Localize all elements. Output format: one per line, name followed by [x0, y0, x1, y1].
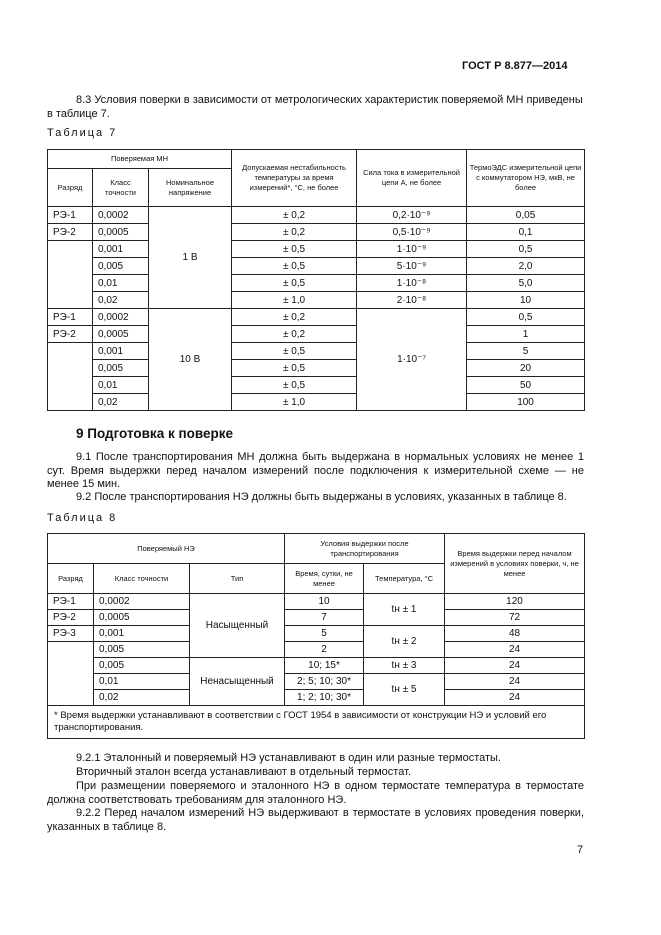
- t8-class: 0,005: [94, 642, 190, 658]
- t7-instab: ± 0,5: [232, 258, 357, 275]
- t7-rank: РЭ-2: [48, 224, 93, 241]
- para-9-2-1a: 9.2.1 Эталонный и поверяемый НЭ устанавливают в один или разные термостаты.: [76, 752, 501, 764]
- t7-class: 0,01: [93, 377, 149, 394]
- t7-emf: 20: [467, 360, 585, 377]
- t7-instab: ± 0,2: [232, 326, 357, 343]
- table-row: [48, 360, 585, 377]
- t7-rank: РЭ-2: [48, 326, 93, 343]
- t7-current: 5·10⁻⁹: [357, 258, 467, 275]
- t7-class: 0,0002: [93, 207, 149, 224]
- table-row: [48, 326, 585, 343]
- table-row: [48, 292, 585, 309]
- table-7: [47, 149, 585, 411]
- t8-header-days: Время, сутки, не менее: [285, 564, 364, 594]
- t7-header-instability: Допускаемая нестабильность температуры за время измерений*, °С, не более: [232, 150, 357, 207]
- table-row: [48, 309, 585, 326]
- t8-class: 0,001: [94, 626, 190, 642]
- t7-instab: ± 1,0: [232, 292, 357, 309]
- t8-hours: 48: [445, 626, 585, 642]
- t7-rank: [48, 343, 93, 411]
- standard-header: ГОСТ Р 8.877—2014: [462, 60, 568, 72]
- t7-rank: РЭ-1: [48, 309, 93, 326]
- t8-days: 10: [285, 594, 364, 610]
- para-9-2: 9.2 После транспортирования НЭ должны быть выдержаны в условиях, указанных в таблице 8.: [76, 491, 567, 503]
- table-row: [48, 207, 585, 224]
- t8-rank: [48, 642, 94, 706]
- t8-header-temp: Температура, °С: [364, 564, 445, 594]
- t7-class: 0,005: [93, 258, 149, 275]
- t7-class: 0,005: [93, 360, 149, 377]
- t8-days: 7: [285, 610, 364, 626]
- t7-current: 2·10⁻⁸: [357, 292, 467, 309]
- t8-header-type: Тип: [190, 564, 285, 594]
- t7-class: 0,001: [93, 241, 149, 258]
- t7-rank: [48, 241, 93, 309]
- t8-rank: РЭ-3: [48, 626, 94, 642]
- t8-temp-5: tн ± 5: [364, 674, 445, 706]
- t7-emf: 100: [467, 394, 585, 411]
- para-9-2-2: 9.2.2 Перед началом измерений НЭ выдерживают в термостате в условиях проведения поверки, указанных в таблице 8.: [47, 807, 584, 833]
- table-row: [48, 241, 585, 258]
- t8-hours: 24: [445, 690, 585, 706]
- t7-emf: 0,1: [467, 224, 585, 241]
- t8-class: 0,0005: [94, 610, 190, 626]
- t7-rank: РЭ-1: [48, 207, 93, 224]
- t8-days: 2; 5; 10; 30*: [285, 674, 364, 690]
- t8-temp-1: tн ± 1: [364, 594, 445, 626]
- t8-class: 0,02: [94, 690, 190, 706]
- table-row: [48, 275, 585, 292]
- t7-class: 0,0002: [93, 309, 149, 326]
- t8-temp-2: tн ± 2: [364, 626, 445, 658]
- t7-emf: 0,05: [467, 207, 585, 224]
- para-9-2-1c: При размещении поверяемого и эталонного НЭ в одном термостате температура в термостате должна соответствовать требованиям для эталонного НЭ.: [47, 780, 584, 806]
- t7-header-class: Класс точности: [93, 169, 149, 207]
- t7-instab: ± 0,5: [232, 360, 357, 377]
- t7-emf: 0,5: [467, 309, 585, 326]
- table-row: [48, 394, 585, 411]
- para-8-3: 8.3 Условия поверки в зависимости от метрологических характеристик поверяемой МН приведены в таблице 7.: [47, 94, 583, 120]
- t8-class: 0,0002: [94, 594, 190, 610]
- table8-caption: Таблица 8: [47, 512, 118, 524]
- table-row: [48, 642, 585, 658]
- t7-emf: 5,0: [467, 275, 585, 292]
- t7-header-current: Сила тока в измерительной цепи А, не более: [357, 150, 467, 207]
- t8-type-saturated: Насыщенный: [190, 594, 285, 658]
- t7-instab: ± 0,5: [232, 343, 357, 360]
- t8-days: 2: [285, 642, 364, 658]
- t8-hours: 120: [445, 594, 585, 610]
- table-row: [48, 674, 585, 690]
- table-row: [48, 377, 585, 394]
- t7-header-emf: ТермоЭДС измерительной цепи с коммутатором НЭ, мкВ, не более: [467, 150, 585, 207]
- para-9-2-1b: Вторичный эталон всегда устанавливают в отдельный термостат.: [76, 766, 411, 778]
- t7-class: 0,02: [93, 292, 149, 309]
- t7-class: 0,02: [93, 394, 149, 411]
- t8-hours: 24: [445, 658, 585, 674]
- t8-rank: РЭ-1: [48, 594, 94, 610]
- t8-header-conditions: Условия выдержки после транспортирования: [285, 534, 445, 564]
- t7-class: 0,0005: [93, 224, 149, 241]
- t7-instab: ± 0,5: [232, 275, 357, 292]
- t7-instab: ± 0,5: [232, 241, 357, 258]
- t8-header-class: Класс точности: [94, 564, 190, 594]
- t7-instab: ± 0,2: [232, 207, 357, 224]
- table-row: [48, 690, 585, 706]
- t7-class: 0,001: [93, 343, 149, 360]
- t7-emf: 1: [467, 326, 585, 343]
- t7-current: 1·10⁻⁹: [357, 241, 467, 258]
- t8-days: 10; 15*: [285, 658, 364, 674]
- t8-header-rank: Разряд: [48, 564, 94, 594]
- t8-type-unsaturated: Ненасыщенный: [190, 658, 285, 706]
- t7-current: 0,2·10⁻⁹: [357, 207, 467, 224]
- t7-instab: ± 1,0: [232, 394, 357, 411]
- t8-footnote: * Время выдержки устанавливают в соответствии с ГОСТ 1954 в зависимости от конструкции НЭ и условий его транспортирования.: [48, 706, 585, 739]
- t7-voltage-2: 10 В: [149, 309, 232, 411]
- table-row: [48, 258, 585, 275]
- para-9-1: 9.1 После транспортирования МН должна быть выдержана в нормальных условиях не менее 1 сут. Время выдержки перед началом измерений после подключения к измерительной схеме — не менее 15 мин.: [47, 451, 584, 490]
- t7-instab: ± 0,2: [232, 224, 357, 241]
- table-8: [47, 533, 585, 739]
- t7-header-group: Поверяемая МН: [48, 150, 232, 169]
- table-row: [48, 343, 585, 360]
- t8-class: 0,005: [94, 658, 190, 674]
- t8-header-time: Время выдержки перед началом измерений в условиях поверки, ч, не менее: [445, 534, 585, 594]
- t7-current-merged: 1·10⁻⁷: [357, 309, 467, 411]
- t8-days: 1; 2; 10; 30*: [285, 690, 364, 706]
- t7-emf: 50: [467, 377, 585, 394]
- t8-header-group: Поверяемый НЭ: [48, 534, 285, 564]
- t7-emf: 5: [467, 343, 585, 360]
- t7-instab: ± 0,5: [232, 377, 357, 394]
- t7-emf: 0,5: [467, 241, 585, 258]
- t7-class: 0,01: [93, 275, 149, 292]
- t8-rank: РЭ-2: [48, 610, 94, 626]
- t7-header-rank: Разряд: [48, 169, 93, 207]
- t7-emf: 10: [467, 292, 585, 309]
- t7-instab: ± 0,2: [232, 309, 357, 326]
- t8-hours: 24: [445, 674, 585, 690]
- table-row: [48, 658, 585, 674]
- section-9-title: 9 Подготовка к поверке: [76, 426, 233, 441]
- t7-voltage-1: 1 В: [149, 207, 232, 309]
- table-row: [48, 626, 585, 642]
- page-number: 7: [577, 844, 584, 856]
- t7-current: 0,5·10⁻⁹: [357, 224, 467, 241]
- t7-emf: 2,0: [467, 258, 585, 275]
- t7-header-voltage: Номинальное напряжение: [149, 169, 232, 207]
- table7-caption: Таблица 7: [47, 127, 118, 139]
- t8-hours: 72: [445, 610, 585, 626]
- t7-class: 0,0005: [93, 326, 149, 343]
- t8-class: 0,01: [94, 674, 190, 690]
- table-row: [48, 610, 585, 626]
- t8-days: 5: [285, 626, 364, 642]
- table-row: [48, 224, 585, 241]
- table-row: [48, 594, 585, 610]
- t8-hours: 24: [445, 642, 585, 658]
- t7-current: 1·10⁻⁸: [357, 275, 467, 292]
- t8-temp-3: tн ± 3: [364, 658, 445, 674]
